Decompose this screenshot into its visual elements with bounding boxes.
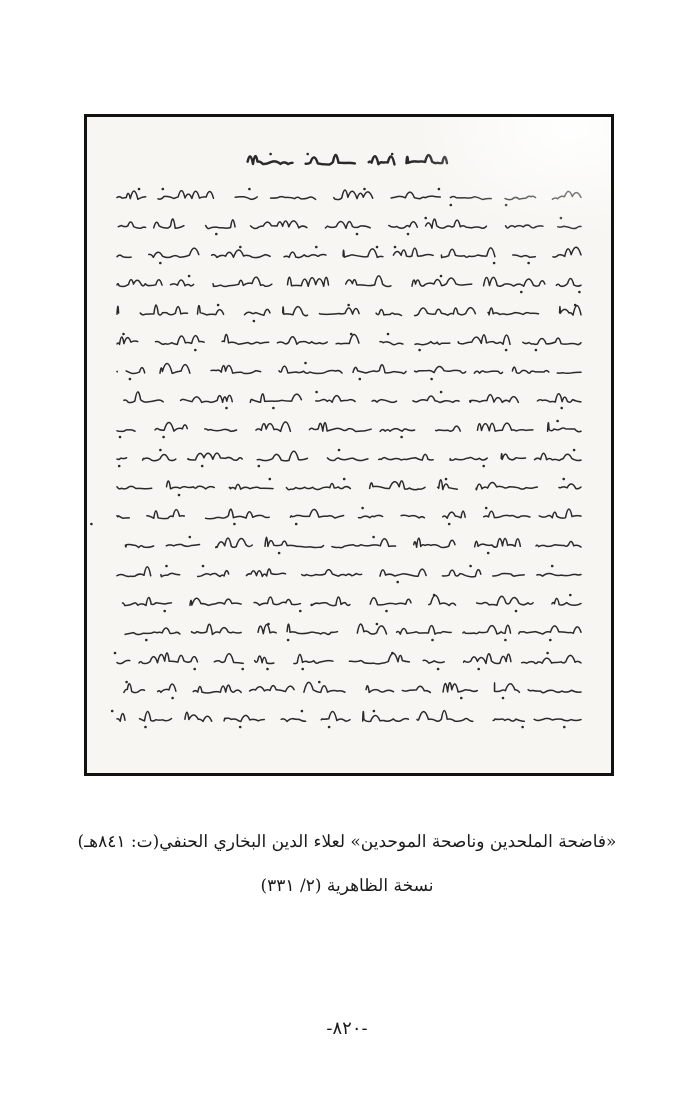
manuscript-word [254, 597, 300, 605]
manuscript-word [294, 655, 333, 664]
manuscript-word [192, 624, 242, 634]
manuscript-dot [556, 420, 559, 423]
manuscript-word [493, 573, 524, 576]
manuscript-word [235, 197, 257, 200]
manuscript-word [332, 539, 396, 548]
manuscript-dot [301, 668, 304, 671]
manuscript-word [402, 686, 430, 692]
manuscript-dot [202, 565, 205, 568]
manuscript-word [474, 371, 502, 373]
manuscript-dot [159, 262, 162, 265]
manuscript-word [369, 156, 395, 164]
manuscript-dot [188, 275, 191, 278]
manuscript-dot [469, 565, 472, 568]
manuscript-dot [504, 639, 507, 642]
manuscript-word [304, 682, 345, 692]
manuscript-dot [178, 494, 181, 497]
manuscript-word [552, 598, 581, 605]
manuscript-word [167, 481, 215, 489]
manuscript-word [216, 538, 253, 547]
manuscript-dot [306, 153, 309, 156]
manuscript-word [557, 372, 581, 373]
manuscript-dot [535, 349, 538, 352]
manuscript-dot [114, 652, 117, 655]
manuscript-word [343, 249, 383, 257]
manuscript-word [376, 310, 401, 316]
manuscript-word [117, 516, 129, 519]
manuscript-dot [361, 507, 364, 510]
manuscript-word [251, 221, 307, 229]
manuscript-word [556, 278, 581, 286]
manuscript-dot [376, 246, 379, 249]
manuscript-dot [162, 436, 165, 439]
manuscript-dot [573, 449, 576, 452]
manuscript-word [370, 598, 411, 605]
manuscript-word [353, 365, 406, 374]
manuscript-dot [527, 262, 530, 265]
manuscript-word [484, 511, 530, 517]
manuscript-word [117, 191, 146, 199]
manuscript-dot [482, 465, 485, 468]
manuscript-word [277, 337, 327, 344]
manuscript-word [117, 567, 151, 577]
manuscript-dot [253, 320, 256, 323]
manuscript-word [311, 597, 350, 606]
manuscript-word [124, 684, 145, 693]
manuscript-word [181, 395, 233, 402]
manuscript-word [117, 306, 119, 314]
manuscript-word [250, 686, 295, 692]
manuscript-dot [521, 726, 524, 729]
manuscript-word [258, 624, 276, 633]
manuscript-dot [267, 623, 270, 626]
manuscript-word [414, 538, 455, 547]
manuscript-dot [562, 478, 565, 481]
manuscript-word [171, 280, 194, 286]
manuscript-word [206, 509, 270, 519]
manuscript-dot [287, 639, 290, 642]
manuscript-dot [546, 652, 549, 655]
manuscript-dot [350, 333, 353, 336]
manuscript-image [84, 114, 614, 776]
manuscript-word [349, 653, 409, 663]
manuscript-dot [118, 465, 121, 468]
manuscript-word [560, 306, 581, 315]
manuscript-word [158, 191, 214, 200]
manuscript-dot [385, 610, 388, 613]
manuscript-dot [301, 710, 304, 713]
manuscript-dot [272, 407, 275, 410]
manuscript-word [160, 364, 190, 374]
manuscript-word [463, 625, 511, 634]
manuscript-dot [549, 639, 552, 642]
manuscript-word [336, 334, 359, 343]
manuscript-dot [241, 668, 244, 671]
manuscript-dot [493, 262, 496, 265]
manuscript-word [477, 596, 533, 605]
manuscript-dot [162, 188, 165, 191]
manuscript-word [214, 654, 243, 664]
manuscript-word [535, 453, 582, 460]
manuscript-word [250, 394, 301, 402]
manuscript-word [442, 570, 480, 577]
manuscript-dot [359, 378, 362, 381]
manuscript-dot [239, 246, 242, 249]
manuscript-dot [363, 188, 366, 191]
photo-glare [411, 117, 611, 237]
manuscript-word [501, 454, 525, 460]
manuscript-dot [215, 233, 218, 236]
manuscript-dot [111, 710, 114, 713]
manuscript-word [534, 718, 581, 720]
manuscript-word [212, 250, 271, 258]
manuscript-word [188, 453, 242, 460]
manuscript-word [302, 570, 362, 577]
manuscript-word [475, 538, 521, 547]
manuscript-dot [347, 304, 350, 307]
manuscript-word [198, 306, 224, 315]
manuscript-dot [338, 449, 341, 452]
manuscript-word [193, 685, 241, 693]
manuscript-caption-title: «فاضحة الملحدين وناصحة الموحدين» لعلاء الدين البخاري الحنفي(ت: ٨٤١هـ) [77, 832, 617, 852]
manuscript-dot [391, 153, 394, 156]
manuscript-dot [90, 523, 93, 526]
manuscript-dot [138, 188, 141, 191]
manuscript-dot [445, 478, 448, 481]
manuscript-word [287, 624, 337, 634]
manuscript-word [117, 458, 127, 460]
manuscript-word [246, 569, 285, 576]
manuscript-dot [376, 623, 379, 626]
manuscript-dot [430, 378, 433, 381]
manuscript-word [438, 480, 458, 490]
manuscript-word [117, 714, 125, 722]
manuscript-word [537, 394, 581, 402]
manuscript-word [553, 247, 581, 257]
manuscript-word [126, 368, 145, 374]
manuscript-word [140, 305, 187, 315]
manuscript-dot [201, 465, 204, 468]
manuscript-word [118, 222, 145, 228]
manuscript-word [429, 595, 456, 605]
manuscript-word [213, 277, 272, 286]
manuscript-word [380, 569, 426, 576]
manuscript-word [370, 481, 425, 490]
manuscript-dot [189, 536, 192, 539]
page-number: -٨٢٠- [326, 1018, 368, 1039]
manuscript-dot [502, 697, 505, 700]
manuscript-word [458, 335, 510, 344]
manuscript-word [117, 337, 138, 344]
manuscript-dot [560, 407, 563, 410]
manuscript-word [450, 458, 487, 461]
manuscript-dot [487, 552, 490, 555]
manuscript-dot [269, 478, 272, 481]
manuscript-dot [144, 726, 147, 729]
manuscript-word [265, 537, 324, 547]
manuscript-dot [233, 523, 236, 526]
manuscript-word [198, 571, 229, 577]
manuscript-word [415, 342, 450, 345]
manuscript-word [257, 451, 307, 461]
manuscript-word [443, 683, 477, 692]
manuscript-word [443, 511, 465, 518]
manuscript-word [271, 197, 316, 200]
manuscript-word [248, 156, 293, 164]
manuscript-word [117, 486, 152, 489]
manuscript-dot [278, 552, 281, 555]
manuscript-dot [269, 153, 272, 156]
manuscript-word [464, 654, 511, 664]
manuscript-word [306, 155, 355, 165]
manuscript-word [222, 334, 269, 344]
manuscript-word [522, 655, 581, 663]
manuscript-word [140, 712, 172, 721]
manuscript-dot [165, 565, 168, 568]
manuscript-word [397, 626, 452, 634]
manuscript-dot [248, 188, 251, 191]
manuscript-word [224, 715, 264, 721]
manuscript-word [321, 712, 350, 722]
manuscript-dot [295, 523, 298, 526]
manuscript-dot [391, 652, 394, 655]
manuscript-word [559, 484, 581, 489]
manuscript-word [415, 308, 476, 316]
manuscript-word [512, 367, 549, 373]
manuscript-dot [129, 378, 132, 381]
manuscript-word [166, 544, 199, 546]
manuscript-dot [304, 362, 307, 365]
manuscript-dot [400, 436, 403, 439]
manuscript-word [117, 430, 135, 432]
manuscript-word [117, 280, 162, 287]
manuscript-word [320, 308, 360, 314]
manuscript-dot [193, 668, 196, 671]
manuscript-word [123, 598, 172, 606]
manuscript-caption-subtitle: نسخة الظاهرية (٢/ ٣٣١) [260, 876, 434, 896]
manuscript-dot [171, 697, 174, 700]
manuscript-dot [122, 333, 125, 336]
manuscript-dot [125, 681, 128, 684]
manuscript-word [125, 544, 153, 547]
manuscript-word [380, 429, 415, 432]
manuscript-dot [505, 349, 508, 352]
manuscript-word [206, 220, 235, 229]
manuscript-word [161, 573, 180, 576]
manuscript-dot [145, 639, 148, 642]
manuscript-word [156, 336, 205, 345]
manuscript-word [283, 307, 308, 316]
manuscript-dot [460, 697, 463, 700]
manuscript-dot [551, 565, 554, 568]
manuscript-dot [372, 536, 375, 539]
manuscript-word [372, 400, 396, 403]
manuscript-word [379, 454, 433, 460]
manuscript-dot [520, 291, 523, 294]
manuscript-word [513, 255, 536, 257]
manuscript-word [478, 423, 533, 431]
manuscript-dot [431, 639, 434, 642]
manuscript-word [284, 252, 326, 257]
manuscript-word [245, 309, 270, 315]
manuscript-word [359, 515, 383, 517]
manuscript-word [211, 366, 261, 374]
manuscript-word [309, 423, 371, 432]
manuscript-dot [315, 246, 318, 249]
manuscript-dot [396, 581, 399, 584]
manuscript-word [124, 392, 163, 403]
manuscript-word [470, 395, 519, 403]
manuscript-word [423, 660, 444, 663]
manuscript-word [255, 656, 274, 664]
manuscript-word [117, 660, 130, 663]
manuscript-word [334, 190, 373, 199]
manuscript-word [205, 429, 237, 432]
manuscript-word [139, 653, 198, 664]
manuscript-word [357, 624, 386, 634]
manuscript-word [519, 626, 581, 634]
manuscript-word [346, 276, 391, 287]
manuscript-dot [394, 246, 397, 249]
manuscript-dot [485, 507, 488, 510]
manuscript-word [286, 483, 350, 489]
manuscript-dot [433, 594, 436, 597]
manuscript-word [528, 690, 581, 693]
manuscript-word [484, 277, 545, 286]
manuscript-dot [387, 333, 390, 336]
manuscript-word [325, 222, 370, 229]
manuscript-dot [163, 610, 166, 613]
manuscript-word [413, 396, 459, 403]
manuscript-dot [299, 610, 302, 613]
manuscript-dot [448, 523, 451, 526]
manuscript-word [279, 366, 342, 373]
manuscript-dot [328, 726, 331, 729]
manuscript-dot [477, 668, 480, 671]
manuscript-word [158, 684, 176, 692]
manuscript-word [117, 255, 131, 257]
manuscript-word [327, 458, 368, 461]
manuscript-word [281, 719, 305, 722]
manuscript-word [393, 248, 433, 256]
manuscript-word [548, 423, 581, 432]
manuscript-word [380, 342, 403, 345]
manuscript-word [436, 426, 461, 431]
manuscript-dot [578, 291, 581, 294]
manuscript-word [417, 711, 473, 722]
manuscript-word [290, 509, 343, 518]
manuscript-word [288, 277, 329, 286]
manuscript-dot [119, 436, 122, 439]
manuscript-word [488, 308, 539, 315]
manuscript-word [125, 628, 180, 634]
manuscript-word [316, 396, 355, 403]
manuscript-word [147, 510, 184, 519]
manuscript-dot [239, 726, 242, 729]
manuscript-word [493, 719, 524, 721]
manuscript-word [143, 454, 176, 460]
manuscript-word [155, 423, 187, 432]
manuscript-word [476, 482, 537, 489]
manuscript-dot [225, 407, 228, 410]
manuscript-dot [356, 233, 359, 236]
manuscript-word [185, 712, 212, 721]
manuscript-dot [407, 233, 410, 236]
manuscript-word [536, 541, 581, 547]
manuscript-dot [315, 391, 318, 394]
manuscript-dot [418, 349, 421, 352]
manuscript-word [415, 366, 466, 373]
manuscript-word [149, 248, 199, 257]
manuscript-dot [159, 449, 162, 452]
manuscript-dot [258, 465, 261, 468]
manuscript-word [537, 574, 581, 577]
manuscript-word [256, 422, 291, 431]
manuscript-dot [574, 304, 577, 307]
manuscript-dot [440, 391, 443, 394]
manuscript-dot [266, 668, 269, 671]
manuscript-dot [373, 710, 376, 713]
manuscript-word [154, 219, 184, 228]
manuscript-word [363, 712, 409, 722]
manuscript-word [495, 683, 520, 693]
manuscript-dot [318, 681, 321, 684]
manuscript-dot [569, 594, 572, 597]
manuscript-dot [194, 349, 197, 352]
manuscript-word [441, 248, 495, 258]
manuscript-word [229, 484, 273, 489]
manuscript-dot [440, 275, 443, 278]
manuscript-word [401, 515, 424, 518]
manuscript-word [412, 278, 472, 286]
manuscript-dot [563, 726, 566, 729]
manuscript-dot [343, 478, 346, 481]
manuscript-dot [217, 304, 220, 307]
manuscript-dot [515, 610, 518, 613]
manuscript-word [539, 509, 581, 518]
manuscript-word [366, 686, 393, 693]
manuscript-word [190, 598, 241, 605]
manuscript-word [523, 338, 581, 344]
manuscript-dot [437, 668, 440, 671]
